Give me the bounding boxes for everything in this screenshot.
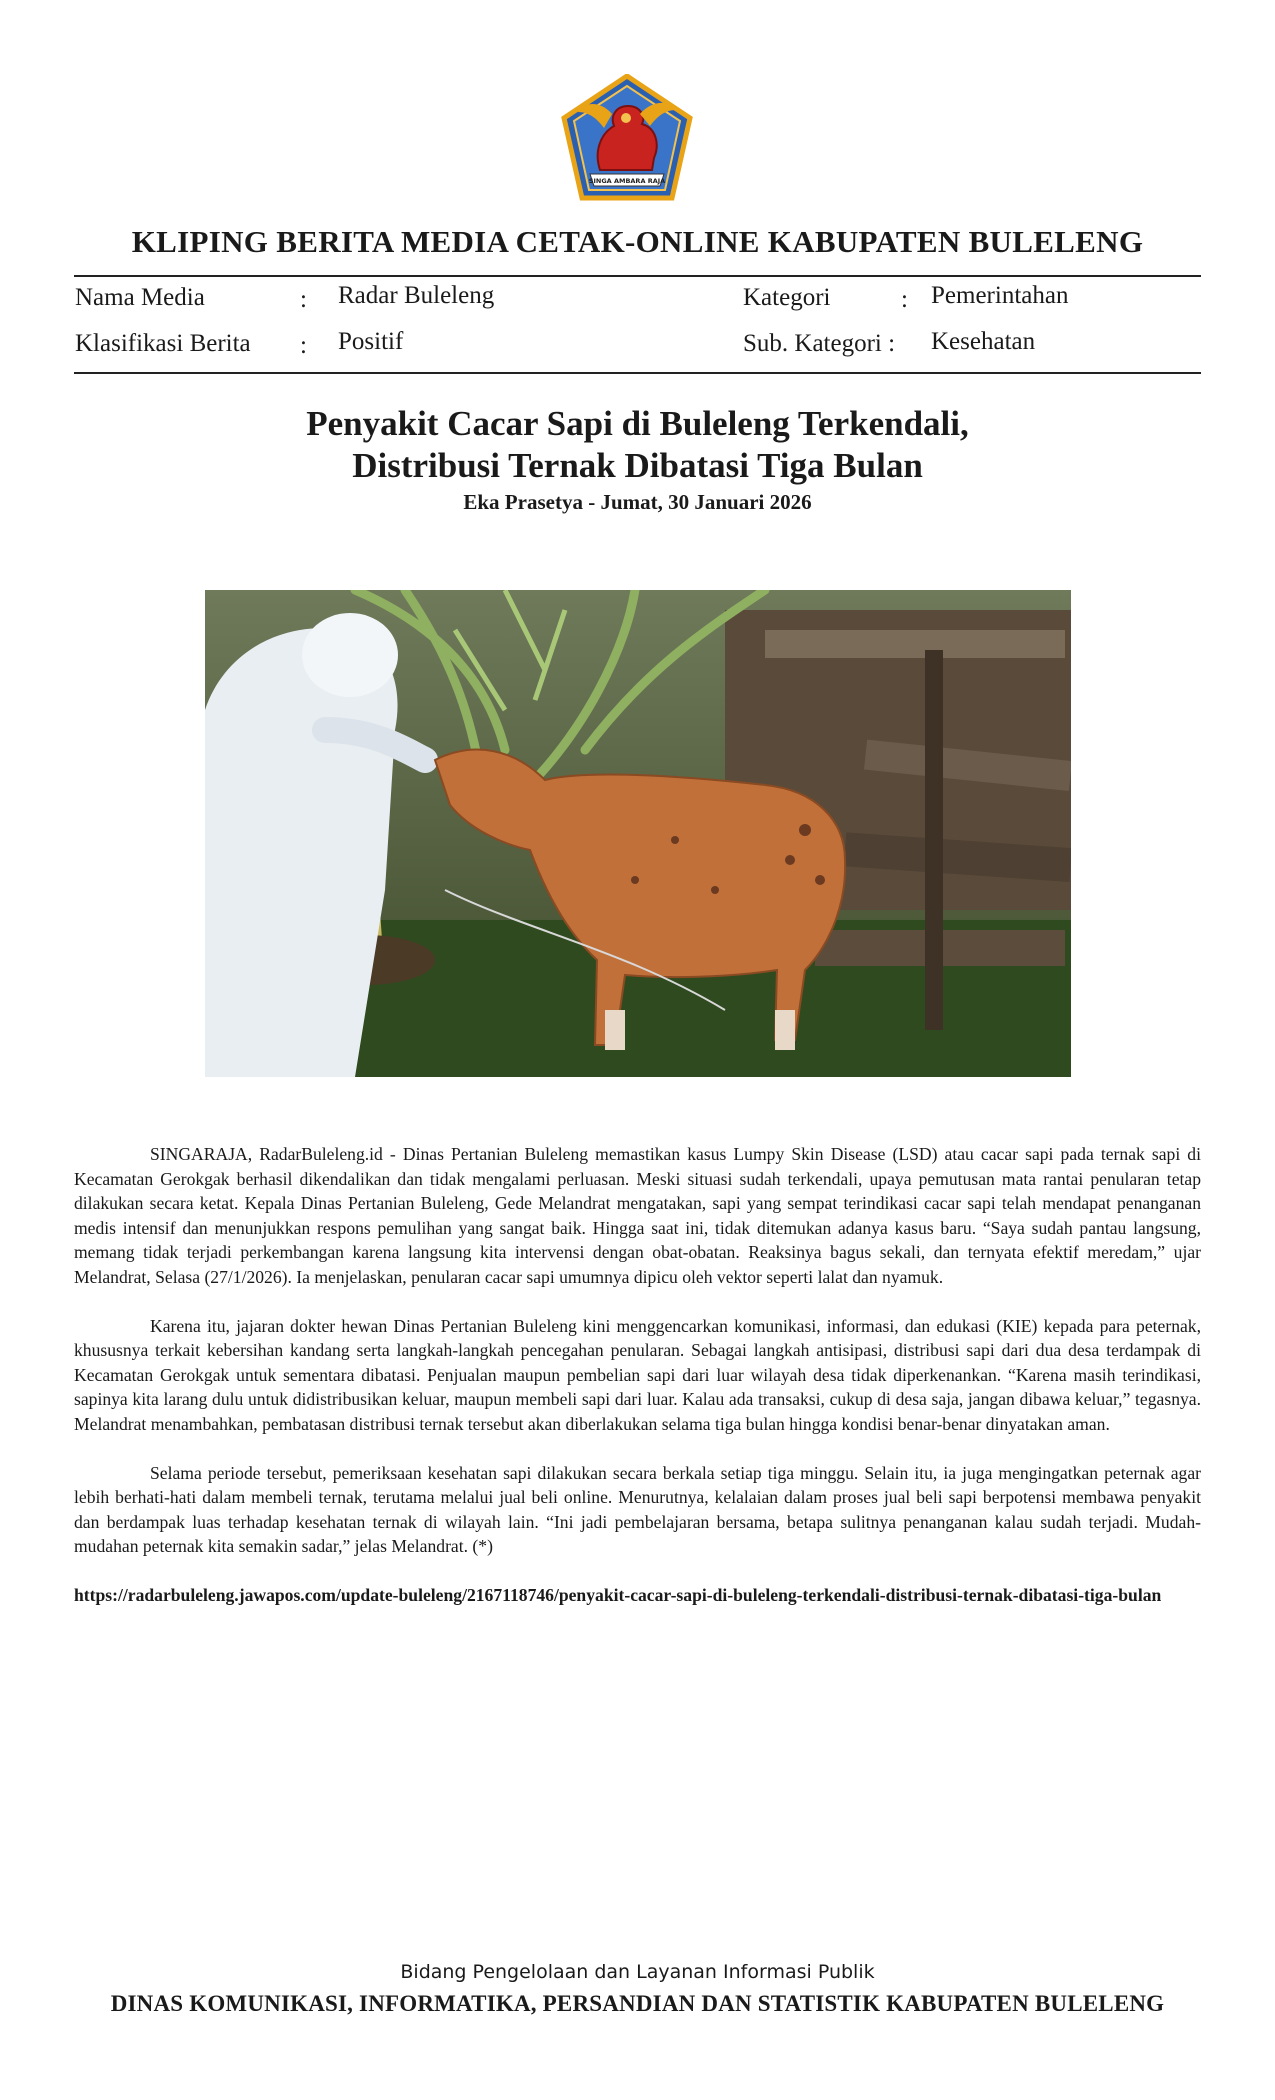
sub-kategori-value: Kesehatan xyxy=(931,328,1036,355)
klasifikasi-label: Klasifikasi Berita xyxy=(75,330,251,357)
coat-of-arms-logo xyxy=(560,74,694,202)
article-headline xyxy=(0,403,1275,487)
nama-media-colon: : xyxy=(300,286,307,313)
article-photo xyxy=(205,590,1071,1077)
article-body xyxy=(74,1142,1201,1632)
article-paragraph-1: SINGARAJA, RadarBuleleng.id - Dinas Pertanian Buleleng memastikan kasus Lumpy Skin Disease (LSD) atau cacar sapi pada ternak sapi di Kecamatan Gerokgak berhasil dikendalikan dan tidak mengalami perluasan. Meski situasi sudah terkendali, upaya pemutusan mata rantai penularan tetap dilakukan secara ketat. Kepala Dinas Pertanian Buleleng, Gede Melandrat mengatakan, sapi yang sempat terindikasi cacar sapi telah mendapat penanganan medis intensif dan menunjukkan respons pemulihan yang sangat baik. Hingga saat ini, tidak ditemukan adanya kasus baru. “Saya sudah pantau langsung, memang tidak terjadi perkembangan karena langsung kita intervensi dengan obat-obatan. Reaksinya bagus sekali, dan ternyata efektif meredam,” ujar Melandrat, Selasa (27/1/2026). Ia menjelaskan, penularan cacar sapi umumnya dipicu oleh vektor seperti lalat dan nyamuk. xyxy=(74,1144,1201,1287)
cow-inspection-photo-icon xyxy=(205,590,1071,1077)
footer-division: Bidang Pengelolaan dan Layanan Informasi Publik xyxy=(400,1961,875,1983)
klasifikasi-value: Positif xyxy=(338,328,404,355)
nama-media-label: Nama Media xyxy=(75,284,205,311)
article-paragraph-3: Selama periode tersebut, pemeriksaan kesehatan sapi dilakukan secara berkala setiap tiga minggu. Selain itu, ia juga mengingatkan peternak agar lebih berhati-hati dalam membeli ternak, terutama melalui jual beli online. Menurutnya, kelalaian dalam proses jual beli sapi berpotensi membawa penyakit dan berdampak luas terhadap kesehatan ternak di wilayah lain. “Ini jadi pembelajaran bersama, betapa sulitnya penanganan kalau sudah terjadi. Mudah-mudahan peternak kita semakin sadar,” jelas Melandrat. (*) xyxy=(74,1462,1201,1557)
source-url-link[interactable]: https://radarbuleleng.jawapos.com/update-buleleng/2167118746/penyakit-cacar-sapi-di-buleleng-terkendali-distribusi-ternak-dibatasi-tiga-bulan xyxy=(74,1584,1162,1605)
article-paragraph-2: Karena itu, jajaran dokter hewan Dinas Pertanian Buleleng kini menggencarkan komunikasi, informasi, dan edukasi (KIE) kepada para peternak, khususnya terkait kebersihan kandang serta langkah-langkah pencegahan penularan. Sebagai langkah antisipasi, distribusi sapi dari dua desa terdampak di Kecamatan Gerokgak untuk sementara dibatasi. Penjualan maupun pembelian sapi dari luar wilayah desa tidak diperkenankan. “Karena masih terindikasi, sapinya kita larang dulu untuk didistribusikan keluar, maupun membeli sapi dari luar. Kalau ada transaksi, cukup di desa saja, jangan dibawa keluar,” tegasnya. Melandrat menambahkan, pembatasan distribusi ternak tersebut akan diberlakukan selama tiga bulan hingga kondisi benar-benar dinyatakan aman. xyxy=(74,1315,1201,1434)
headline-line-2: Distribusi Ternak Dibatasi Tiga Bulan xyxy=(352,446,923,485)
svg-text:SINGA AMBARA RAJA: SINGA AMBARA RAJA xyxy=(588,177,666,185)
kategori-value: Pemerintahan xyxy=(931,282,1069,309)
sub-kategori-label: Sub. Kategori : xyxy=(743,330,896,357)
article-byline: Eka Prasetya - Jumat, 30 Januari 2026 xyxy=(463,490,812,514)
kategori-label: Kategori xyxy=(743,284,831,311)
footer-agency: DINAS KOMUNIKASI, INFORMATIKA, PERSANDIAN DAN STATISTIK KABUPATEN BULELENG xyxy=(110,1991,1165,2016)
kategori-colon: : xyxy=(901,286,908,313)
top-rule xyxy=(74,275,1201,277)
document-title: KLIPING BERITA MEDIA CETAK-ONLINE KABUPATEN BULELENG xyxy=(131,224,1144,259)
nama-media-value: Radar Buleleng xyxy=(338,282,495,309)
meta-bottom-rule xyxy=(74,372,1201,374)
klasifikasi-colon: : xyxy=(300,332,307,359)
headline-line-1: Penyakit Cacar Sapi di Buleleng Terkendali, xyxy=(306,404,969,443)
lion-emblem-icon xyxy=(560,74,694,202)
